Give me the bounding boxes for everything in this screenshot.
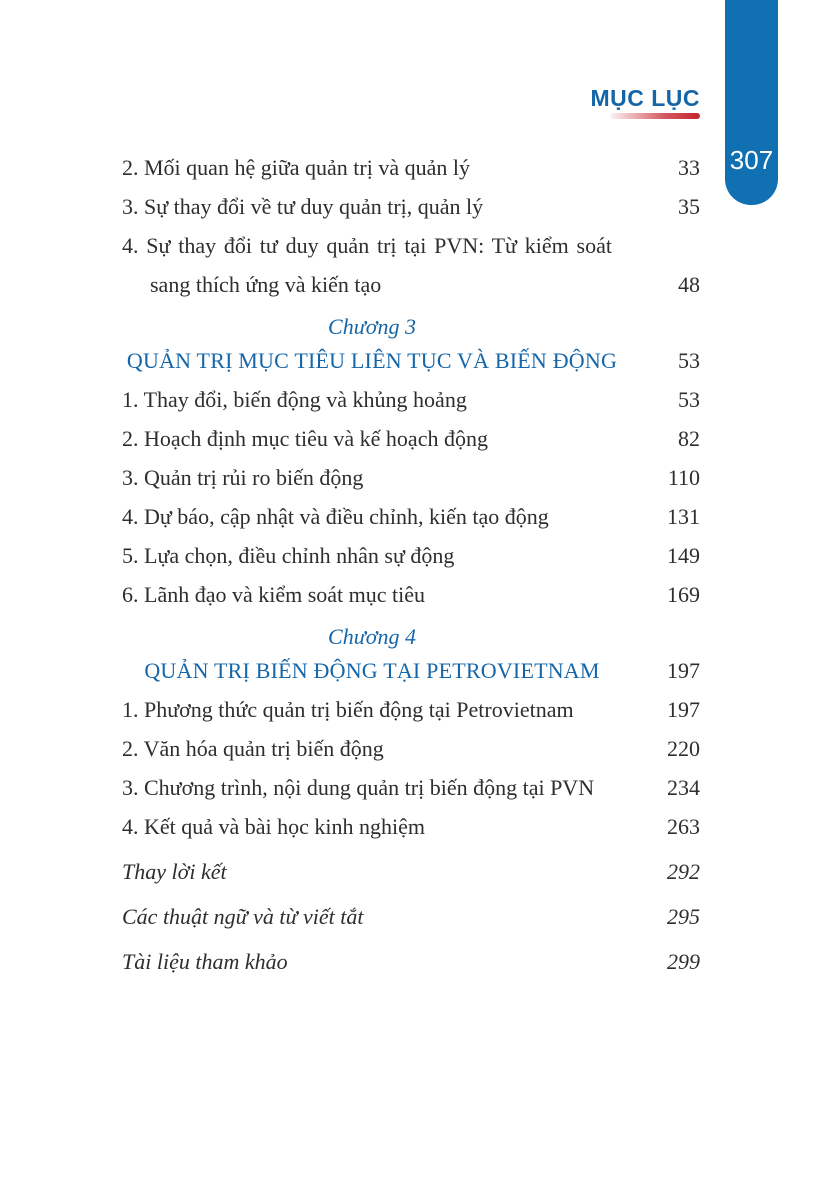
- page-number: 307: [729, 145, 774, 175]
- page-number-tab: [725, 0, 778, 205]
- toc-entry-title: 2. Văn hóa quản trị biến động: [122, 736, 384, 761]
- toc-list: [122, 148, 700, 981]
- toc-entry: [122, 226, 700, 304]
- toc-entry-title: 5. Lựa chọn, điều chỉnh nhân sự động: [122, 543, 455, 568]
- toc-entry-page: 33: [678, 155, 700, 180]
- toc-entry: [122, 341, 700, 380]
- toc-entry-title: Chương 4: [328, 624, 416, 649]
- toc-entry-title: Chương 3: [328, 314, 416, 339]
- toc-entry-title: 2. Hoạch định mục tiêu và kế hoạch động: [122, 426, 488, 451]
- toc-entry-page: 220: [667, 736, 700, 761]
- toc-entry: [122, 187, 700, 226]
- toc-entry-title: QUẢN TRỊ MỤC TIÊU LIÊN TỤC VÀ BIẾN ĐỘNG: [126, 348, 618, 373]
- toc-entry-page: 292: [667, 859, 700, 884]
- toc-entry: [122, 942, 700, 981]
- toc-entry: [122, 458, 700, 497]
- toc-entry: [122, 897, 700, 936]
- toc-entry-title: 2. Mối quan hệ giữa quản trị và quản lý: [122, 155, 470, 180]
- toc-entry-title: 4. Kết quả và bài học kinh nghiệm: [122, 814, 426, 839]
- toc-entry: [122, 497, 700, 536]
- page-title: MỤC LỤC: [590, 85, 700, 111]
- toc-entry-page: 234: [667, 775, 700, 800]
- toc-entry: [122, 419, 700, 458]
- toc-entry-title: Thay lời kết: [122, 859, 227, 884]
- toc-entry-page: 263: [667, 814, 700, 839]
- toc-entry-title: Các thuật ngữ và từ viết tắt: [122, 904, 364, 929]
- toc-entry-page: 169: [667, 582, 700, 607]
- toc-entry: [122, 380, 700, 419]
- toc-entry-page: 197: [667, 697, 700, 722]
- toc-entry: [122, 852, 700, 891]
- toc-entry-title: 3. Chương trình, nội dung quản trị biến động tại PVN: [122, 775, 595, 800]
- toc-entry-page: 131: [667, 504, 700, 529]
- toc-entry: [122, 807, 700, 846]
- toc-entry-page: 53: [678, 348, 700, 373]
- toc-entry-title: 3. Quản trị rủi ro biến động: [122, 465, 364, 490]
- toc-entry-title: 3. Sự thay đổi về tư duy quản trị, quản lý: [122, 194, 484, 219]
- toc-entry: [122, 690, 700, 729]
- toc-entry-page: 110: [667, 465, 700, 490]
- toc-entry-page: 53: [678, 387, 700, 412]
- toc-entry-title: 6. Lãnh đạo và kiểm soát mục tiêu: [122, 582, 426, 607]
- toc-entry: [122, 651, 700, 690]
- toc-entry-page: 35: [678, 194, 700, 219]
- toc-entry-title: 1. Phương thức quản trị biến động tại Petrovietnam: [122, 697, 574, 722]
- toc-entry-title: 4. Dự báo, cập nhật và điều chỉnh, kiến tạo động: [122, 504, 549, 529]
- toc-entry-page: 48: [678, 272, 700, 297]
- toc-entry: [122, 536, 700, 575]
- toc-entry: [122, 148, 700, 187]
- header-rule-decoration: [610, 113, 700, 119]
- toc-entry-title: 1. Thay đổi, biến động và khủng hoảng: [122, 387, 467, 412]
- toc-entry-title: 4. Sự thay đổi tư duy quản trị tại PVN: Từ kiểm soát sang thích ứng và kiến tạo: [122, 233, 612, 297]
- toc-entry: [122, 729, 700, 768]
- toc-entry-page: 197: [667, 658, 700, 683]
- toc-entry-title: QUẢN TRỊ BIẾN ĐỘNG TẠI PETROVIETNAM: [144, 658, 600, 683]
- toc-entry: [122, 575, 700, 614]
- toc-entry-page: 82: [678, 426, 700, 451]
- toc-entry: [122, 768, 700, 807]
- toc-entry-page: 149: [667, 543, 700, 568]
- toc-entry-title: Tài liệu tham khảo: [122, 949, 288, 974]
- toc-entry-page: 299: [667, 949, 700, 974]
- toc-entry-page: 295: [667, 904, 700, 929]
